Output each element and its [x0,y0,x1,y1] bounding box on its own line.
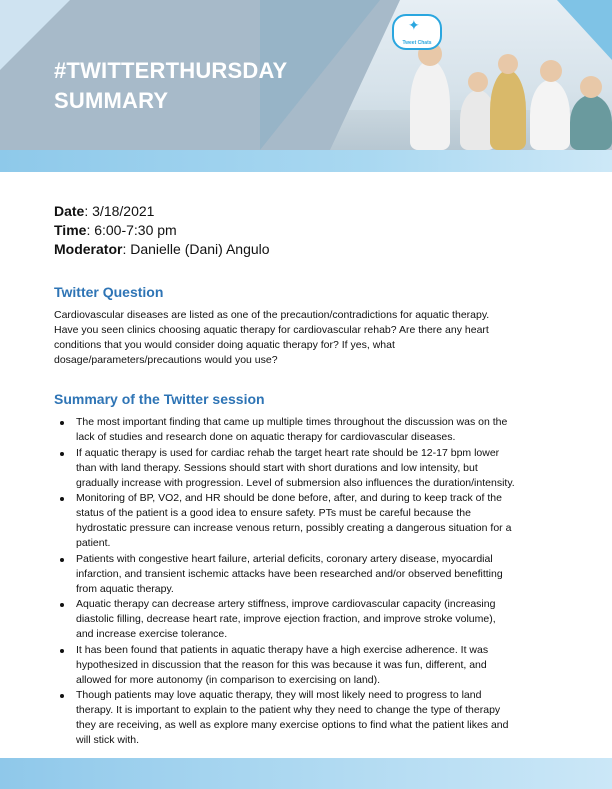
time-line [54,221,564,240]
summary-bullet [54,415,564,445]
summary-bullet [54,597,564,642]
tweet-chats-label: Tweet Chats [402,40,432,46]
moderator-label: Moderator [54,241,123,257]
person-head [498,54,518,74]
date-value: : 3/18/2021 [84,203,155,219]
bullet-dot [60,694,64,698]
question-line: Have you seen clinics choosing aquatic therapy for cardiovascular rehab? Are there any heart [54,324,489,336]
person-figure [530,80,570,150]
tweet-chats-badge [392,14,442,50]
bullet-line: status of the patient is a good idea to ensure safety. PTs must be careful because the [76,507,471,519]
bullet-line: than with land therapy. Sessions should start with short durations and low intensity, but [76,461,478,474]
person-head [468,72,488,92]
summary-heading: Summary of the Twitter session [54,391,265,407]
bullet-line: will stick with. [76,734,140,746]
bullet-dot [60,452,64,456]
summary-bullet [54,643,564,688]
bullet-line: gradually increase with progression. Level of submersion also influences the duration/intensity. [76,476,515,489]
bullet-line: The most important finding that came up multiple times throughout the discussion was on the [76,416,508,428]
time-value: : 6:00-7:30 pm [86,222,177,238]
twitter-bird-icon: ✦ [408,17,420,33]
bullet-line: infarction, and transient ischemic attacks have been researched and/or observed benefitting [76,567,503,580]
person-head [580,76,602,98]
question-heading: Twitter Question [54,284,164,300]
header-band [0,150,612,172]
person-head [540,60,562,82]
question-line: Cardiovascular diseases are listed as one of the precaution/contradictions for aquatic therapy. [54,309,490,321]
bullet-line: lack of studies and research done on aquatic therapy for cardiovascular diseases. [76,431,456,443]
bullet-line: Patients with congestive heart failure, arterial deficits, coronary artery disease, myocardial [76,552,493,565]
bullet-line: Monitoring of BP, VO2, and HR should be done before, after, and during to keep track of the [76,492,502,504]
bullet-line: patient. [76,537,111,549]
bullet-line: Though patients may love aquatic therapy, they will most likely need to progress to land [76,689,482,701]
bullet-dot [60,497,64,501]
summary-list [54,415,564,748]
summary-bullet [54,688,564,748]
header-banner [0,0,612,172]
question-text [54,308,564,368]
bullet-line: Aquatic therapy can decrease artery stiffness, improve cardiovascular capacity (increasing [76,598,496,610]
summary-bullet [54,491,564,551]
bullet-line: therapy. It is important to explain to the patient why they need to change the type of therapy [76,704,501,716]
bullet-line: It has been found that patients in aquatic therapy have a high exercise adherence. It was [76,643,489,656]
document-body [54,202,564,749]
time-label: Time [54,222,87,238]
bullet-line: hydrostatic pressure can increase venous return, possibly creating a dangerous situation for a [76,522,512,534]
bullet-dot [60,558,64,562]
date-label: Date [54,203,85,219]
person-figure [570,95,612,150]
bullet-line: allowed for more autonomy (in comparison to exercising on land). [76,673,381,686]
bullet-dot [60,649,64,653]
page-title-line1: #TWITTERTHURSDAY [54,58,288,83]
bullet-line: and increase exercise tolerance. [76,628,228,640]
question-line: conditions that you would consider doing aquatic therapy for? If yes, what [54,339,395,351]
person-figure [410,60,450,150]
moderator-value: : Danielle (Dani) Angulo [122,241,270,257]
bullet-line: they are receiving, as well as explore many exercise options to find what the patient likes and [76,719,509,731]
bullet-line: hypothesized in discussion that the reason for this was because it was fun, different, and [76,658,487,671]
bullet-line: diastolic filling, decrease heart rate, improve ejection fraction, and improve stroke volume), [76,613,496,625]
summary-bullet [54,446,564,491]
page-title-line2: SUMMARY [54,88,169,113]
footer-band [0,758,612,789]
date-line [54,202,564,221]
bullet-line: from aquatic therapy. [76,582,174,595]
summary-bullet [54,552,564,597]
bullet-dot [60,421,64,425]
person-figure [490,70,526,150]
bullet-dot [60,603,64,607]
bullet-line: If aquatic therapy is used for cardiac rehab the target heart rate should be 12-17 bpm lower [76,446,500,459]
banner-right-triangle [557,0,612,60]
page-title [54,56,287,116]
moderator-line [54,240,564,259]
question-line: dosage/parameters/precautions would you use? [54,354,278,366]
